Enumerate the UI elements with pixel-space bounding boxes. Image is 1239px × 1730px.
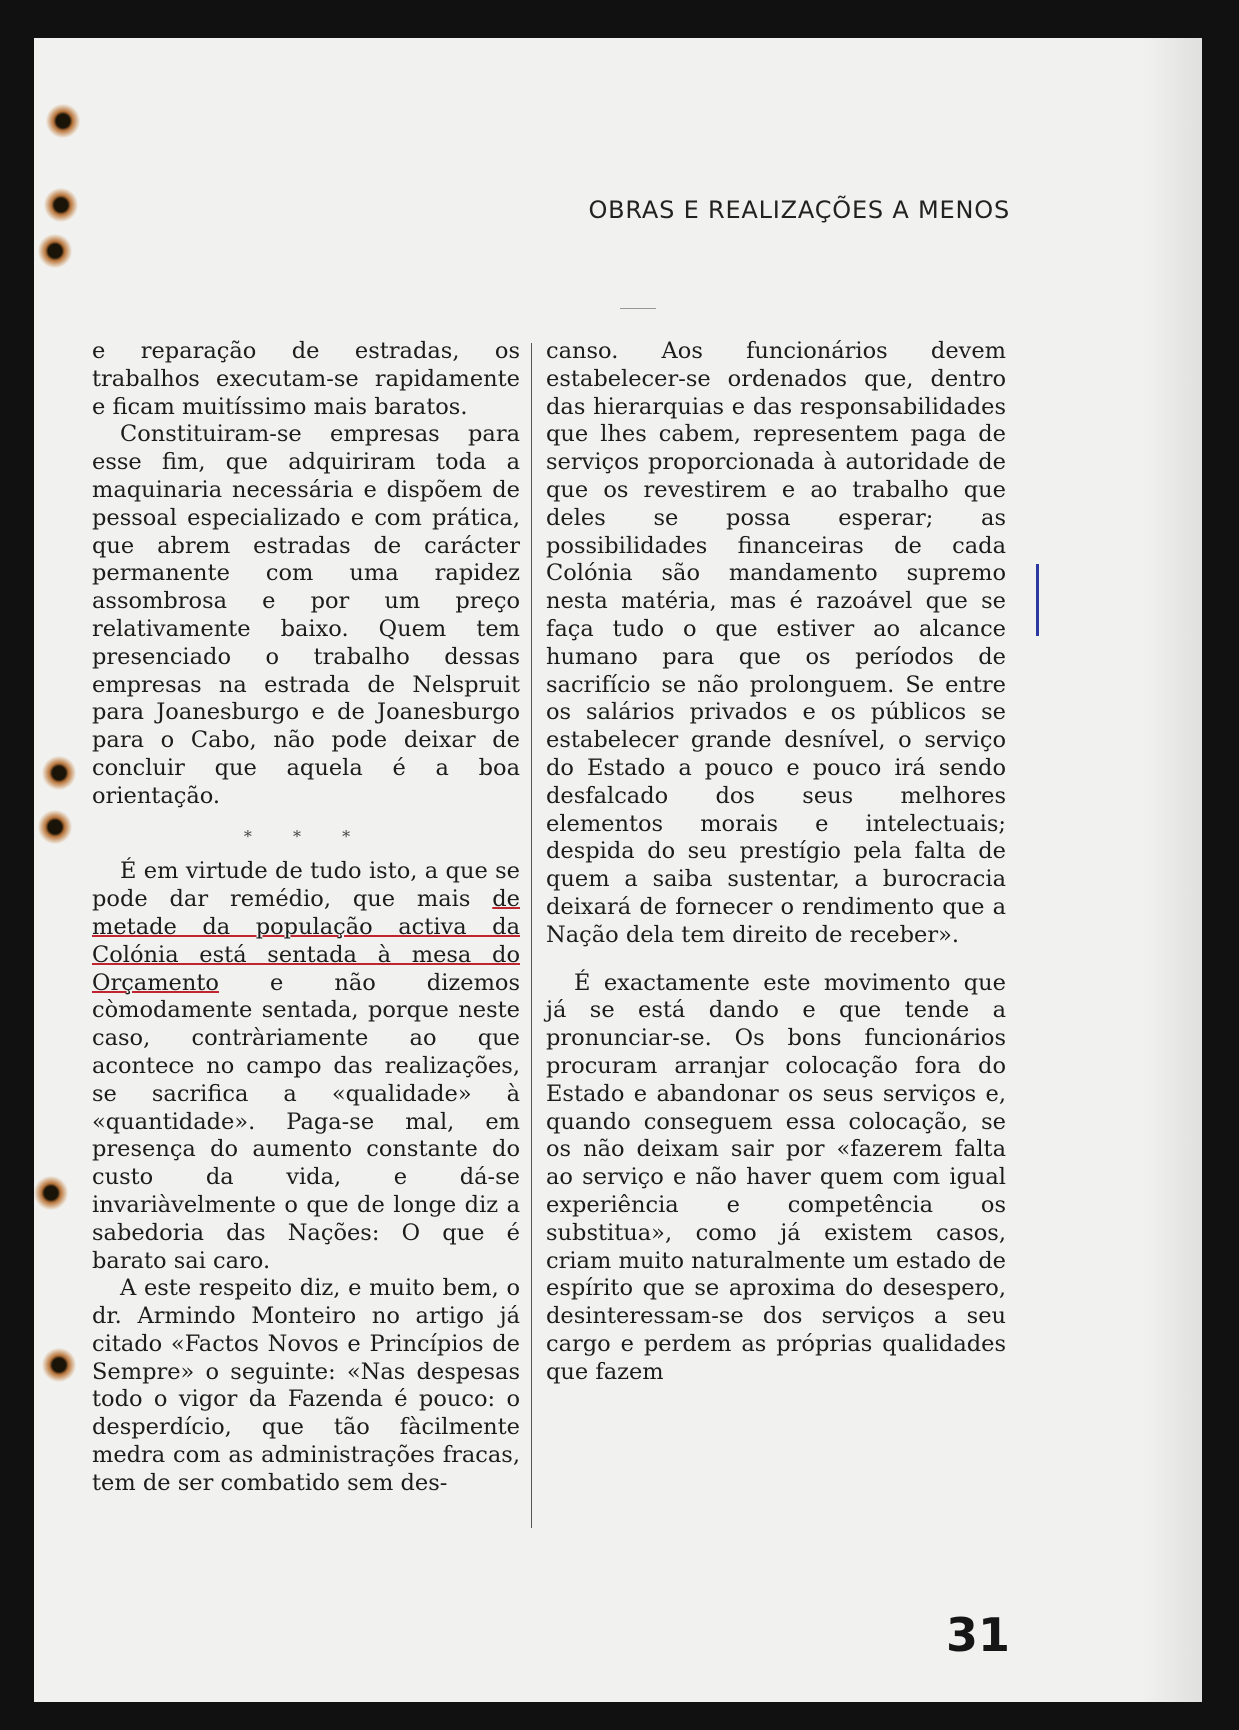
left-paragraph-2: Constituiram-se empresas para esse fim, que adquiriram toda a maquinaria necessária e dispõem de pessoal especializado e com prática, que abrem estradas de carácter permanente com uma rapidez assombrosa e por um preço relativamente baixo. Quem tem presenciado o trabalho dessas empresas na estrada de Nelspruit para Joanesburgo e de Joanesburgo para o Cabo, não pode deixar de concluir que aquela é a boa orientação. bbox=[92, 421, 520, 809]
punch-hole bbox=[38, 810, 72, 844]
punch-hole bbox=[42, 1348, 76, 1382]
page-number: 31 bbox=[945, 1608, 1010, 1662]
left-paragraph-3 bbox=[92, 858, 520, 1275]
punch-hole bbox=[34, 1176, 68, 1210]
column-divider bbox=[531, 343, 532, 1528]
blue-margin-mark bbox=[1036, 564, 1039, 636]
punch-hole bbox=[42, 756, 76, 790]
left-column bbox=[92, 338, 520, 1498]
left-paragraph-4: A este respeito diz, e muito bem, o dr. Armindo Monteiro no artigo já citado «Factos Novos e Princípios de Sempre» o seguinte: «Nas despesas todo o vigor da Fazenda é pouco: o desperdício, que tão fàcilmente medra com as administrações fracas, tem de ser combatido sem des- bbox=[92, 1275, 520, 1496]
punch-hole bbox=[44, 188, 78, 222]
left-paragraph-1: e reparação de estradas, os trabalhos executam-se rapidamente e ficam muitíssimo mais baratos. bbox=[92, 338, 520, 420]
page-edge-shading bbox=[1142, 38, 1202, 1702]
document-page bbox=[34, 38, 1202, 1702]
paragraph-3-start: É em virtude de tudo isto, a que se pode dar remédio, que mais bbox=[92, 858, 520, 913]
header-divider bbox=[620, 308, 656, 309]
right-column bbox=[546, 338, 1006, 1386]
right-paragraph-2: É exactamente este movimento que já se está dando e que tende a pronunciar-se. Os bons funcionários procuram arranjar colocação fora do Estado e abandonar os seus serviços e, quando conseguem essa colocação, se os não deixam sair por «fazerem falta ao serviço e não haver quem com igual experiência e competência os substitua», como já existem casos, criam muito naturalmente um estado de espírito que se aproxima do desespero, desinteressam-se dos serviços a seu cargo e perdem as próprias qualidades que fazem bbox=[546, 969, 1006, 1385]
paragraph-3-end: e não dizemos còmodamente sentada, porque neste caso, contràriamente ao que acontece no campo das realizações, se sacrifica a «qualidade» à «quantidade». Paga-se mal, em presença do aumento constante do custo da vida, e dá-se invariàvelmente o que de longe diz a sabedoria das Nações: O que é barato sai caro. bbox=[92, 969, 520, 1274]
red-underlined-passage: de metade da população activa da Colónia está sentada à mesa do Orçamento bbox=[92, 886, 520, 996]
right-paragraph-1: canso. Aos funcionários devem estabelecer-se ordenados que, dentro das hierarquias e das responsabilidades que lhes cabem, representem paga de serviços proporcionada à autoridade de que os revestirem e ao trabalho que deles se possa esperar; as possibilidades financeiras de cada Colónia são mandamento supremo nesta matéria, mas é razoável que se faça tudo o que estiver ao alcance humano para que os períodos de sacrifício se não prolonguem. Se entre os salários privados e os públicos se estabelecer grande desnível, o serviço do Estado a pouco e pouco irá sendo desfalcado dos seus melhores elementos morais e intelectuais; despida do seu prestígio pela falta de quem a saiba sustentar, a burocracia deixará de fornecer o rendimento que a Nação dela tem direito de receber». bbox=[546, 338, 1006, 948]
section-separator: * * * bbox=[243, 826, 369, 846]
punch-hole bbox=[38, 234, 72, 268]
punch-hole bbox=[46, 104, 80, 138]
page-header-title: OBRAS E REALIZAÇÕES A MENOS bbox=[588, 196, 1010, 224]
